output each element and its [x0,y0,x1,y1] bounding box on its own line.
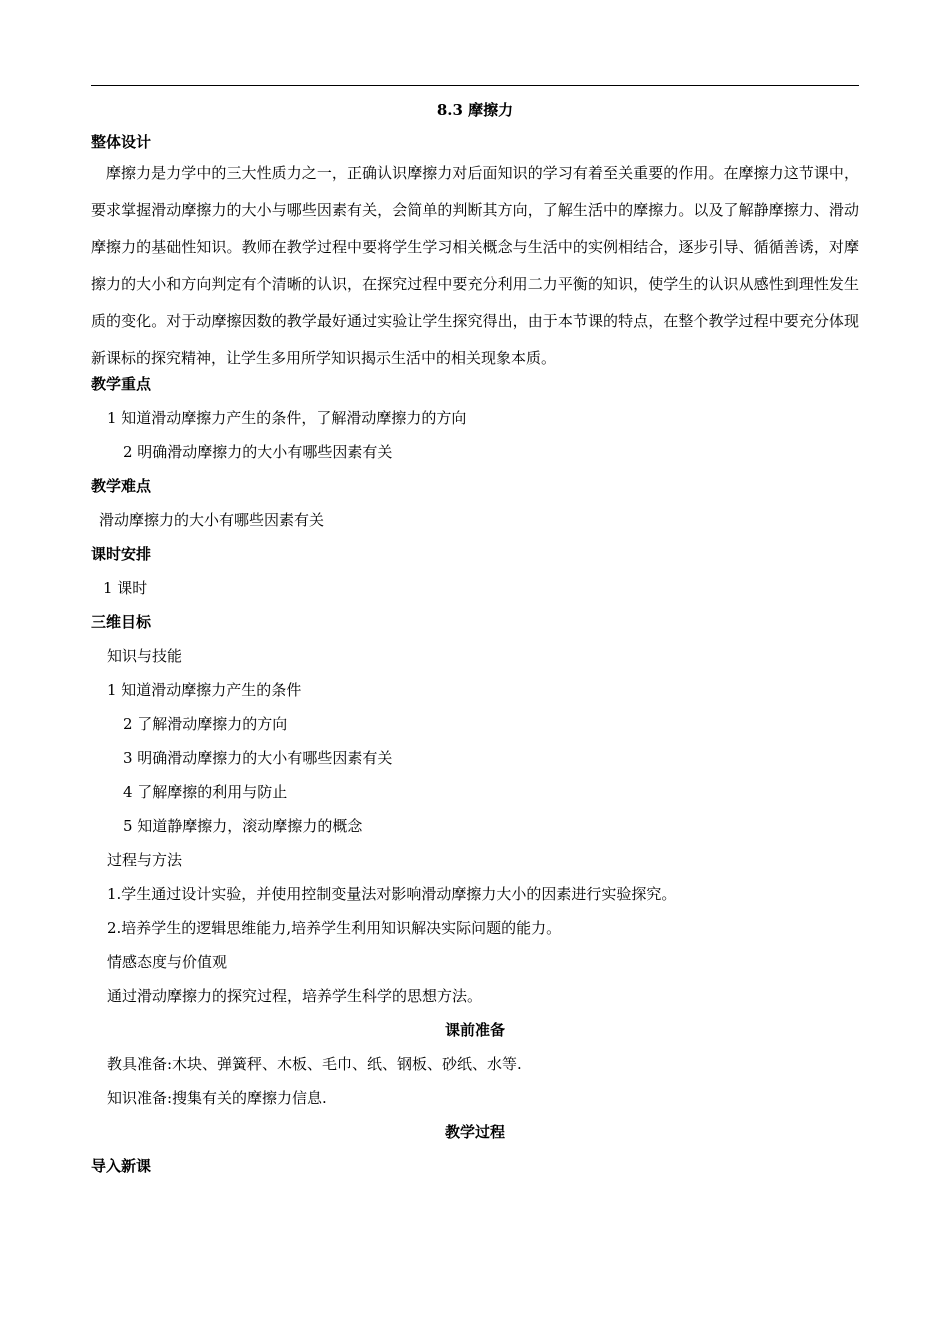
tools-preparation: 教具准备:木块、弹簧秤、木板、毛巾、纸、钢板、砂纸、水等. [107,1055,522,1073]
knowledge-item: 3 明确滑动摩擦力的大小有哪些因素有关 [123,749,393,767]
goals-heading: 三维目标 [91,613,152,631]
difficulty-heading: 教学难点 [91,477,152,495]
difficulty-text: 滑动摩擦力的大小有哪些因素有关 [99,511,325,529]
key-point-item: 1 知道滑动摩擦力产生的条件，了解滑动摩擦力的方向 [107,409,467,427]
knowledge-item: 1 知道滑动摩擦力产生的条件 [107,681,302,699]
process-method-label: 过程与方法 [107,851,183,869]
intro-heading: 导入新课 [91,1157,152,1175]
document-body [91,97,859,1189]
page-title: 8.3 摩擦力 [436,101,514,119]
process-item: 2.培养学生的逻辑思维能力,培养学生利用知识解决实际问题的能力。 [107,919,562,937]
process-item: 1.学生通过设计实验，并使用控制变量法对影响滑动摩擦力大小的因素进行实验探究。 [107,885,677,903]
knowledge-item: 2 了解滑动摩擦力的方向 [123,715,288,733]
key-point-item: 2 明确滑动摩擦力的大小有哪些因素有关 [123,443,393,461]
knowledge-skills-label: 知识与技能 [107,647,183,665]
attitude-text: 通过滑动摩擦力的探究过程，培养学生科学的思想方法。 [107,987,483,1005]
knowledge-preparation: 知识准备:搜集有关的摩擦力信息. [107,1089,327,1107]
overall-design-paragraph: 摩擦力是力学中的三大性质力之一，正确认识摩擦力对后面知识的学习有着至关重要的作用。在摩擦力这节课中，要求掌握滑动摩擦力的大小与哪些因素有关，会简单的判断其方向，了解生活中的摩擦力。以及了解静摩擦力、滑动摩擦力的基础性知识。教师在教学过程中要将学生学习相关概念与生活中的实例相结合，逐步引导、循循善诱，对摩擦力的大小和方向判定有个清晰的认识，在探究过程中要充分利用二力平衡的知识，使学生的认识从感性到理性发生质的变化。对于动摩擦因数的教学最好通过实验让学生探究得出，由于本节课的特点，在整个教学过程中要充分体现新课标的探究精神，让学生多用所学知识揭示生活中的相关现象本质。 [91,164,859,367]
header-rule [91,85,859,86]
attitude-label: 情感态度与价值观 [107,953,228,971]
schedule-heading: 课时安排 [91,545,152,563]
knowledge-item: 5 知道静摩擦力，滚动摩擦力的概念 [123,817,363,835]
teaching-process-heading: 教学过程 [444,1123,505,1141]
key-points-heading: 教学重点 [91,375,152,393]
knowledge-item: 4 了解摩擦的利用与防止 [123,783,288,801]
overall-design-heading: 整体设计 [91,133,152,151]
schedule-text: 1 课时 [103,579,148,597]
preparation-heading: 课前准备 [444,1021,505,1039]
